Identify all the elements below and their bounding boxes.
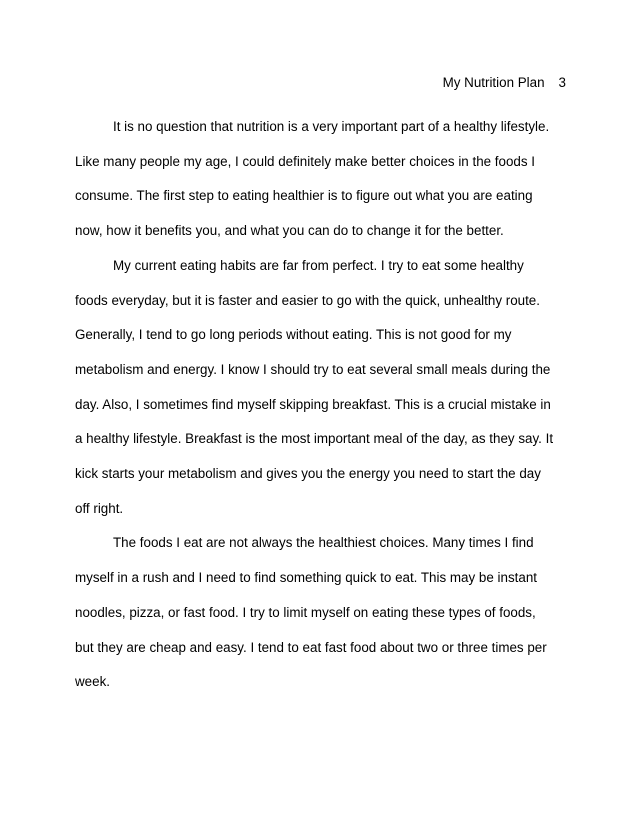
paragraph xyxy=(75,526,567,700)
text-line: but they are cheap and easy. I tend to eat fast food about two or three times per xyxy=(75,639,547,655)
text-line: Generally, I tend to go long periods without eating. This is not good for my xyxy=(75,327,512,343)
text-line: off right. xyxy=(75,500,124,516)
running-header xyxy=(443,73,566,93)
header-title: My Nutrition Plan xyxy=(442,75,545,90)
text-line: now, how it benefits you, and what you can do to change it for the better. xyxy=(75,223,504,239)
text-line: The foods I eat are not always the healthiest choices. Many times I find xyxy=(113,535,534,551)
text-line: My current eating habits are far from perfect. I try to eat some healthy xyxy=(113,257,524,273)
text-line: It is no question that nutrition is a very important part of a healthy lifestyle. xyxy=(113,119,550,134)
text-line: Like many people my age, I could definitely make better choices in the foods I xyxy=(75,153,536,169)
text-line: day. Also, I sometimes find myself skipping breakfast. This is a crucial mistake in xyxy=(75,396,551,412)
text-line: foods everyday, but it is faster and easier to go with the quick, unhealthy route. xyxy=(75,292,540,308)
text-line: myself in a rush and I need to find something quick to eat. This may be instant xyxy=(75,570,537,586)
text-line: metabolism and energy. I know I should try to eat several small meals during the xyxy=(75,361,551,377)
text-line: kick starts your metabolism and gives you the energy you need to start the day xyxy=(75,466,541,482)
paragraph xyxy=(75,110,567,249)
page-number: 3 xyxy=(558,75,566,90)
paragraph xyxy=(75,249,567,527)
text-line: consume. The first step to eating healthier is to figure out what you are eating xyxy=(75,188,533,204)
text-line: week. xyxy=(75,674,110,690)
text-line: a healthy lifestyle. Breakfast is the most important meal of the day, as they say. It xyxy=(75,431,554,447)
document-body xyxy=(75,110,567,700)
text-line: noodles, pizza, or fast food. I try to limit myself on eating these types of foods, xyxy=(75,604,536,620)
